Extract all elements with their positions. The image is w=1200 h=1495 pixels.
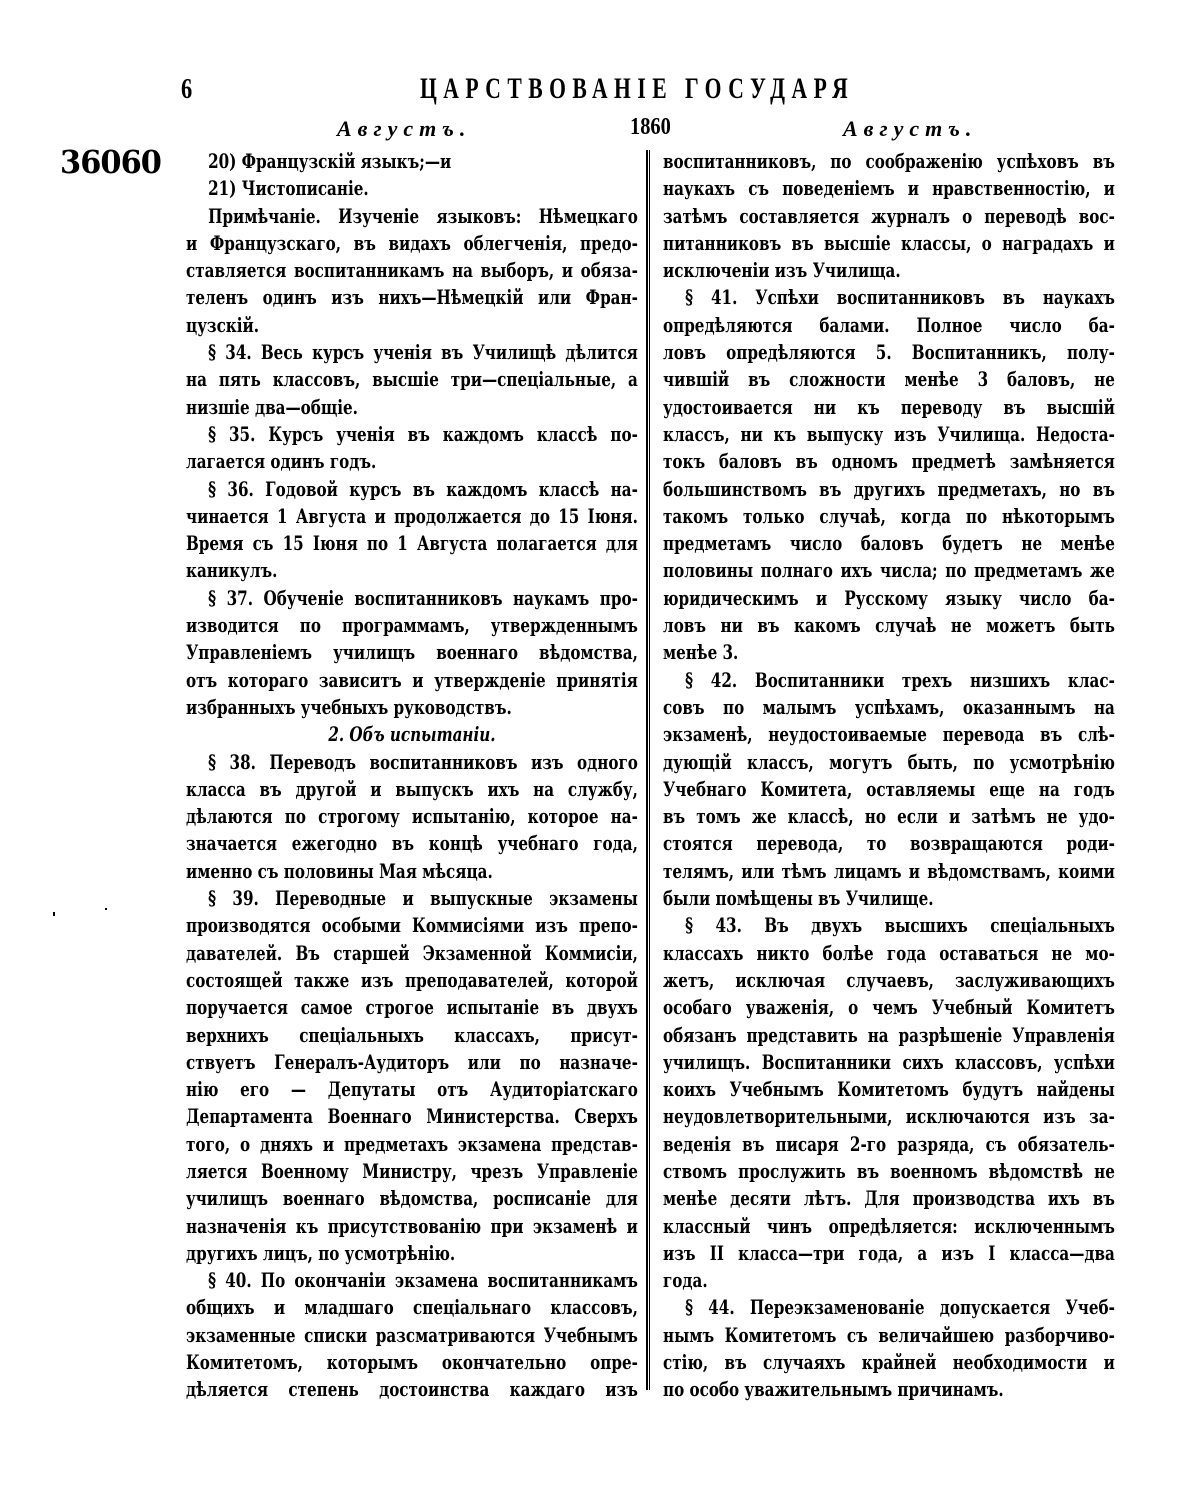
text-line: классахъ никто болѣе года оставаться не мо- (663, 941, 1115, 965)
text-line: нымъ Комитетомъ съ величайшею разборчиво- (663, 1323, 1115, 1347)
text-line: въ томъ же классѣ, но если и затѣмъ не удо- (663, 805, 1115, 829)
text-line: изводится по программамъ, утвержденнымъ (186, 614, 638, 638)
text-line: токъ баловъ въ одномъ предметѣ замѣняется (663, 450, 1115, 474)
text-line: училищъ военнаго вѣдомства, росписаніе для (186, 1187, 638, 1211)
text-line: изъ II класса—три года, а изъ I класса—два (663, 1241, 1115, 1265)
text-line: стоятся перевода, то возвращаются роди- (663, 832, 1115, 856)
text-line: значается ежегодно въ концѣ учебнаго года, (186, 832, 638, 856)
text-line: года. (663, 1269, 708, 1293)
text-line: дующій классъ, могутъ быть, по усмотрѣнію (663, 750, 1115, 774)
text-line: и Французскаго, въ видахъ облегченія, предо- (186, 231, 638, 255)
left-column (186, 148, 638, 1404)
month-right: Августъ. (843, 116, 978, 141)
text-line: Департамента Военнаго Министерства. Сверхъ (186, 1105, 638, 1129)
year: 1860 (630, 114, 671, 140)
text-line: того, о дняхъ и предметахъ экзамена представ- (186, 1132, 638, 1156)
running-title: ЦАРСТВОВАНІЕ ГОСУДАРЯ (420, 72, 855, 105)
text-line: § 43. Въ двухъ высшихъ спеціальныхъ (685, 914, 1115, 938)
text-line: § 35. Курсъ ученія въ каждомъ классѣ по- (208, 422, 638, 446)
text-line: верхнихъ спеціальныхъ классахъ, присут- (186, 1023, 638, 1047)
text-line: давателей. Въ старшей Экзаменной Коммисіи, (186, 941, 638, 965)
text-line: ствомъ прослужить въ военномъ вѣдомствѣ не (663, 1159, 1115, 1183)
page-number: 6 (181, 74, 193, 105)
text-line: § 39. Переводные и выпускные экзамены (208, 887, 638, 911)
text-line: коихъ Учебнымъ Комитетомъ будутъ найдены (663, 1078, 1115, 1102)
text-line: производятся особыми Коммисіями изъ препо- (186, 914, 638, 938)
text-line: предметамъ число баловъ будетъ не менѣе (663, 532, 1115, 556)
text-line: поручается самое строгое испытаніе въ двухъ (186, 996, 638, 1020)
text-line: Примѣчаніе. Изученіе языковъ: Нѣмецкаго (208, 204, 638, 228)
text-line: особаго уваженія, о чемъ Учебный Комитетъ (663, 996, 1115, 1020)
text-line: цузскій. (186, 313, 260, 337)
law-number: 36060 (60, 143, 162, 181)
text-line: отъ котораго зависитъ и утвержденіе принятія (186, 668, 638, 692)
text-line: дѣлаются по строгому испытанію, которое на- (186, 805, 638, 829)
text-line: избранныхъ учебныхъ руководствъ. (186, 695, 512, 719)
text-line: были помѣщены въ Училище. (663, 887, 934, 911)
text-line: юридическимъ и Русскому языку число ба- (663, 586, 1115, 610)
text-line: ляется Военному Министру, чрезъ Управленіе (186, 1159, 638, 1183)
text-line: жетъ, исключая случаевъ, заслуживающихъ (663, 968, 1115, 992)
text-line: ловъ опредѣляются 5. Воспитанникъ, полу- (663, 341, 1115, 365)
text-line: телямъ, или тѣмъ лицамъ и вѣдомствамъ, коими (663, 859, 1115, 883)
text-line: училищъ. Воспитанники сихъ классовъ, успѣхи (663, 1050, 1115, 1074)
text-line: обязанъ представить на разрѣшеніе Управленія (663, 1023, 1115, 1047)
stray-ink-mark (105, 908, 107, 910)
text-line: удостоивается ни къ переводу въ высшій (663, 395, 1115, 419)
text-line: опредѣляются балами. Полное число ба- (663, 313, 1115, 337)
text-line: классъ, ни къ выпуску изъ Училища. Недоста- (663, 422, 1115, 446)
text-line: ловъ ни въ какомъ случаѣ не можетъ быть (663, 614, 1115, 638)
text-line: § 34. Весь курсъ ученія въ Училищѣ дѣлится (208, 341, 638, 365)
column-divider (646, 150, 650, 1390)
stray-ink-mark (53, 912, 55, 916)
text-line: дѣляется степень достоинства каждаго изъ (186, 1378, 638, 1402)
text-line: Комитетомъ, которымъ окончательно опре- (186, 1351, 638, 1375)
text-line: Управленіемъ училищъ военнаго вѣдомства, (186, 641, 638, 665)
text-line: ствуетъ Генералъ-Аудиторъ или по назначе- (186, 1050, 638, 1074)
text-line: неудовлетворительными, исключаются изъ за- (663, 1105, 1115, 1129)
text-line: менѣе 3. (663, 641, 739, 665)
text-line: § 38. Переводъ воспитанниковъ изъ одного (208, 750, 638, 774)
text-line: каникулъ. (186, 559, 278, 583)
text-line: менѣе десяти лѣтъ. Для производства ихъ въ (663, 1187, 1115, 1211)
text-line: воспитанниковъ, по соображенію успѣховъ въ (663, 150, 1115, 173)
text-line: § 44. Переэкзаменованіе допускается Учеб- (685, 1296, 1115, 1320)
text-line: лагается одинъ годъ. (186, 450, 377, 474)
text-line: на пять классовъ, высшіе три—спеціальные, а (186, 368, 638, 392)
text-line: общихъ и младшаго спеціальнаго классовъ, (186, 1296, 638, 1320)
text-line: по особо уважительнымъ причинамъ. (663, 1378, 1004, 1402)
text-line: 20) Французскій языкъ;—и (208, 150, 452, 173)
text-line: стію, въ случаяхъ крайней необходимости и (663, 1351, 1115, 1375)
text-line: назначенія къ присутствованію при экзаменѣ и (186, 1214, 638, 1238)
text-line: ставляется воспитанникамъ на выборъ, и обяза- (186, 259, 638, 283)
text-line: § 42. Воспитанники трехъ низшихъ клас- (685, 668, 1115, 692)
text-line: питанниковъ въ высшіе классы, о наградахъ и (663, 231, 1115, 255)
text-line: другихъ лицъ, по усмотрѣнію. (186, 1241, 456, 1265)
text-line: класса въ другой и выпускъ ихъ на службу, (186, 777, 638, 801)
text-line: состоящей также изъ преподавателей, которой (186, 968, 638, 992)
text-line: 21) Чистописаніе. (208, 177, 369, 201)
text-line: экзаменѣ, неудостоиваемые перевода въ слѣ- (663, 723, 1115, 747)
text-line: § 41. Успѣхи воспитанниковъ въ наукахъ (685, 286, 1115, 310)
text-line: чинается 1 Августа и продолжается до 15 Іюня. (186, 504, 638, 528)
text-line: низшіе два—общіе. (186, 395, 358, 419)
text-line: § 36. Годовой курсъ въ каждомъ классѣ на- (208, 477, 638, 501)
text-line: веденія въ писаря 2-го разряда, съ обязатель- (663, 1132, 1115, 1156)
text-line: такомъ только случаѣ, когда по нѣкоторымъ (663, 504, 1115, 528)
text-line: исключеніи изъ Училища. (663, 259, 901, 283)
text-line: 2. Объ испытаніи. (328, 723, 496, 747)
text-line: именно съ половины Мая мѣсяца. (186, 859, 493, 883)
text-line: нію его — Депутаты отъ Аудиторіатскаго (186, 1078, 638, 1102)
text-line: чившій въ сложности менѣе 3 баловъ, не (663, 368, 1115, 392)
month-left: Августъ. (337, 116, 472, 141)
text-line: половины полнаго ихъ числа; по предметамъ же (663, 559, 1115, 583)
text-line: большинствомъ въ другихъ предметахъ, но въ (663, 477, 1115, 501)
text-line: Учебнаго Комитета, оставляемы еще на годъ (663, 777, 1115, 801)
text-line: теленъ одинъ изъ нихъ—Нѣмецкій или Фран- (186, 286, 638, 310)
text-line: § 40. По окончаніи экзамена воспитанникамъ (208, 1269, 638, 1293)
text-line: совъ по малымъ успѣхамъ, оказаннымъ на (663, 695, 1115, 719)
text-line: Время съ 15 Іюня по 1 Августа полагается для (186, 532, 638, 556)
text-line: затѣмъ составляется журналъ о переводѣ вос- (663, 204, 1115, 228)
text-line: § 37. Обученіе воспитанниковъ наукамъ про- (208, 586, 638, 610)
text-line: наукахъ съ поведеніемъ и нравственностію, и (663, 177, 1115, 201)
text-line: классный чинъ опредѣляется: исключеннымъ (663, 1214, 1115, 1238)
right-column (663, 148, 1115, 1404)
text-line: экзаменные списки разсматриваются Учебнымъ (186, 1323, 638, 1347)
